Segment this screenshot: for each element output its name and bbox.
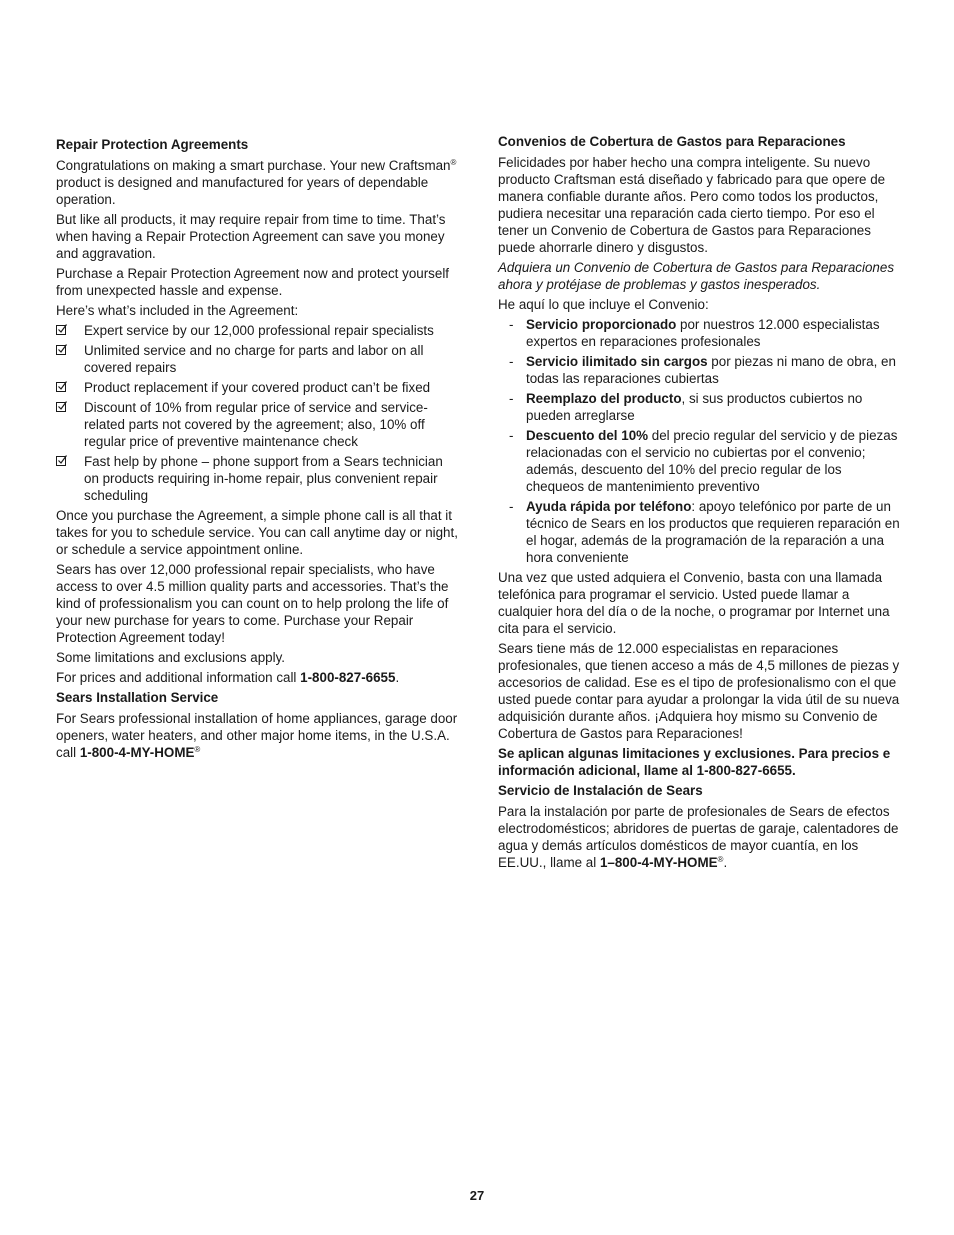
instalacion-period: .	[723, 855, 728, 870]
list-item-text: por nuestros 12.000 especialistas expertos en reparaciones profesionales	[526, 317, 880, 349]
list-item	[56, 342, 458, 376]
checkbox-checked-icon	[56, 345, 66, 355]
list-item-text: : apoyo telefónico por parte de un técnico de Sears en los productos que requieren reparación en el hogar, además de la programación de la reparación a una hora conveniente	[526, 499, 900, 565]
list-item-bold: Servicio proporcionado	[526, 317, 677, 332]
dash-bullet: -	[509, 428, 514, 443]
prices-text: For prices and additional information call	[56, 670, 301, 685]
dash-bullet: -	[509, 317, 514, 332]
instalacion-text: Para la instalación por parte de profesionales de Sears de efectos electrodomésticos; abridores de puertas de garaje, calentadores de agua y demás artículos domésticos de mayor cuantía, en los EE.UU., llame al	[498, 804, 899, 870]
list-item	[498, 427, 900, 495]
registered-mark: ®	[450, 158, 457, 167]
list-item	[56, 379, 458, 396]
list-item-text: Unlimited service and no charge for parts and labor on all covered repairs	[84, 343, 424, 375]
list-item	[56, 453, 458, 504]
sears-tiene-paragraph: Sears tiene más de 12.000 especialistas en reparaciones profesionales, que tienen acceso a más de 4,5 millones de piezas y accesorios de calidad. Ese es el tipo de profesionalismo con el que usted puede contar para ayudar a prolongar la vida útil de su nueva adquisición durante años. ¡Adquiera hoy mismo su Convenio de Cobertura de Gastos para Reparaciones!	[498, 641, 900, 741]
purchase-paragraph: Purchase a Repair Protection Agreement now and protect yourself from unexpected hassle and expense.	[56, 266, 450, 298]
list-item-text: Expert service by our 12,000 professional repair specialists	[84, 323, 434, 338]
registered-mark: ®	[717, 855, 724, 864]
registered-mark: ®	[194, 745, 201, 754]
una-vez-paragraph: Una vez que usted adquiera el Convenio, basta con una llamada telefónica para programar el servicio. Usted puede llamar a cualquier hora del día o de la noche, o programar por Internet una cita para el servicio.	[498, 570, 890, 636]
checkbox-checked-icon	[56, 382, 66, 392]
list-item	[498, 498, 900, 566]
installation-paragraph	[56, 710, 458, 761]
list-item	[498, 316, 900, 350]
list-item-bold: Ayuda rápida por teléfono	[526, 499, 692, 514]
intro-text-b: product is designed and manufactured for years of dependable operation.	[56, 175, 429, 207]
adquiera-paragraph: Adquiera un Convenio de Cobertura de Gastos para Reparaciones ahora y protéjase de problemas y gastos inesperados.	[498, 260, 895, 292]
list-item-bold: Reemplazo del producto	[526, 391, 682, 406]
included-intro: Here’s what’s included in the Agreement:	[56, 303, 299, 318]
checkbox-checked-icon	[56, 325, 66, 335]
left-column	[56, 136, 458, 764]
phone-number: 1-800-827-6655	[300, 670, 396, 685]
installation-heading: Sears Installation Service	[56, 690, 219, 705]
list-item	[498, 353, 900, 387]
schedule-paragraph: Once you purchase the Agreement, a simple phone call is all that it takes for you to schedule service. You can call anytime day or night, or schedule a service appointment online.	[56, 508, 458, 557]
checkbox-checked-icon	[56, 456, 66, 466]
installation-phone: 1-800-4-MY-HOME	[79, 745, 195, 760]
checkbox-checked-icon	[56, 402, 66, 412]
prices-period: .	[395, 670, 400, 685]
repair-protection-heading: Repair Protection Agreements	[56, 137, 249, 152]
dash-bullet: -	[509, 354, 514, 369]
list-item	[56, 399, 458, 450]
right-column	[498, 133, 900, 874]
incluye-intro: He aquí lo que incluye el Convenio:	[498, 297, 709, 312]
list-item	[498, 390, 900, 424]
list-item-text: Product replacement if your covered product can’t be fixed	[84, 380, 431, 395]
list-item-text: por piezas ni mano de obra, en todas las reparaciones cubiertas	[526, 354, 896, 386]
list-item-text: Fast help by phone – phone support from a Sears technician on products requiring in-home repair, plus convenient repair scheduling	[84, 454, 443, 503]
felicidades-paragraph: Felicidades por haber hecho una compra inteligente. Su nuevo producto Craftsman está diseñado y fabricado para que opere de manera confiable durante años. Pero como todos los productos, pudiera necesitar una reparación cada cierto tiempo. Por eso el tener un Convenio de Cobertura de Gastos para Reparaciones puede ahorrarle dinero y disgustos.	[498, 155, 886, 255]
incluye-list	[498, 316, 900, 566]
dash-bullet: -	[509, 391, 514, 406]
specialists-paragraph: Sears has over 12,000 professional repair specialists, who have access to over 4.5 million quality parts and accessories. That’s the kind of professionalism you can count on to help prolong the life of your new purchase for years to come. Purchase your Repair Protection Agreement today!	[56, 562, 449, 645]
dash-bullet: -	[509, 499, 514, 514]
intro-paragraph	[56, 157, 458, 208]
limitations-paragraph: Some limitations and exclusions apply.	[56, 650, 285, 665]
prices-paragraph	[56, 669, 458, 686]
list-item	[56, 322, 458, 339]
list-item-text: Discount of 10% from regular price of service and service-related parts not covered by the agreement; also, 10% off regular price of preventive maintenance check	[84, 400, 428, 449]
list-item-text: del precio regular del servicio y de piezas relacionadas con el servicio no cubiertas por el convenio; además, descuento del 10% del precio regular de los chequeos de mantenimiento preventivo	[526, 428, 898, 494]
included-list	[56, 322, 458, 504]
list-item-text: , si sus productos cubiertos no pueden arreglarse	[526, 391, 863, 423]
repair-need-paragraph: But like all products, it may require repair from time to time. That’s when having a Repair Protection Agreement can save you money and aggravation.	[56, 212, 446, 261]
limitaciones-paragraph: Se aplican algunas limitaciones y exclusiones. Para precios e información adicional, llame al 1-800-827-6655.	[498, 746, 891, 778]
convenios-heading: Convenios de Cobertura de Gastos para Reparaciones	[498, 134, 846, 149]
instalacion-heading: Servicio de Instalación de Sears	[498, 783, 703, 798]
page-number: 27	[469, 1188, 485, 1203]
instalacion-paragraph	[498, 803, 900, 871]
intro-text-a: Congratulations on making a smart purchase. Your new Craftsman	[56, 158, 451, 173]
instalacion-phone: 1–800-4-MY-HOME	[599, 855, 718, 870]
list-item-bold: Servicio ilimitado sin cargos	[526, 354, 708, 369]
installation-text: For Sears professional installation of home appliances, garage door openers, water heaters, and other major home items, in the U.S.A. call	[56, 711, 458, 760]
list-item-bold: Descuento del 10%	[526, 428, 649, 443]
